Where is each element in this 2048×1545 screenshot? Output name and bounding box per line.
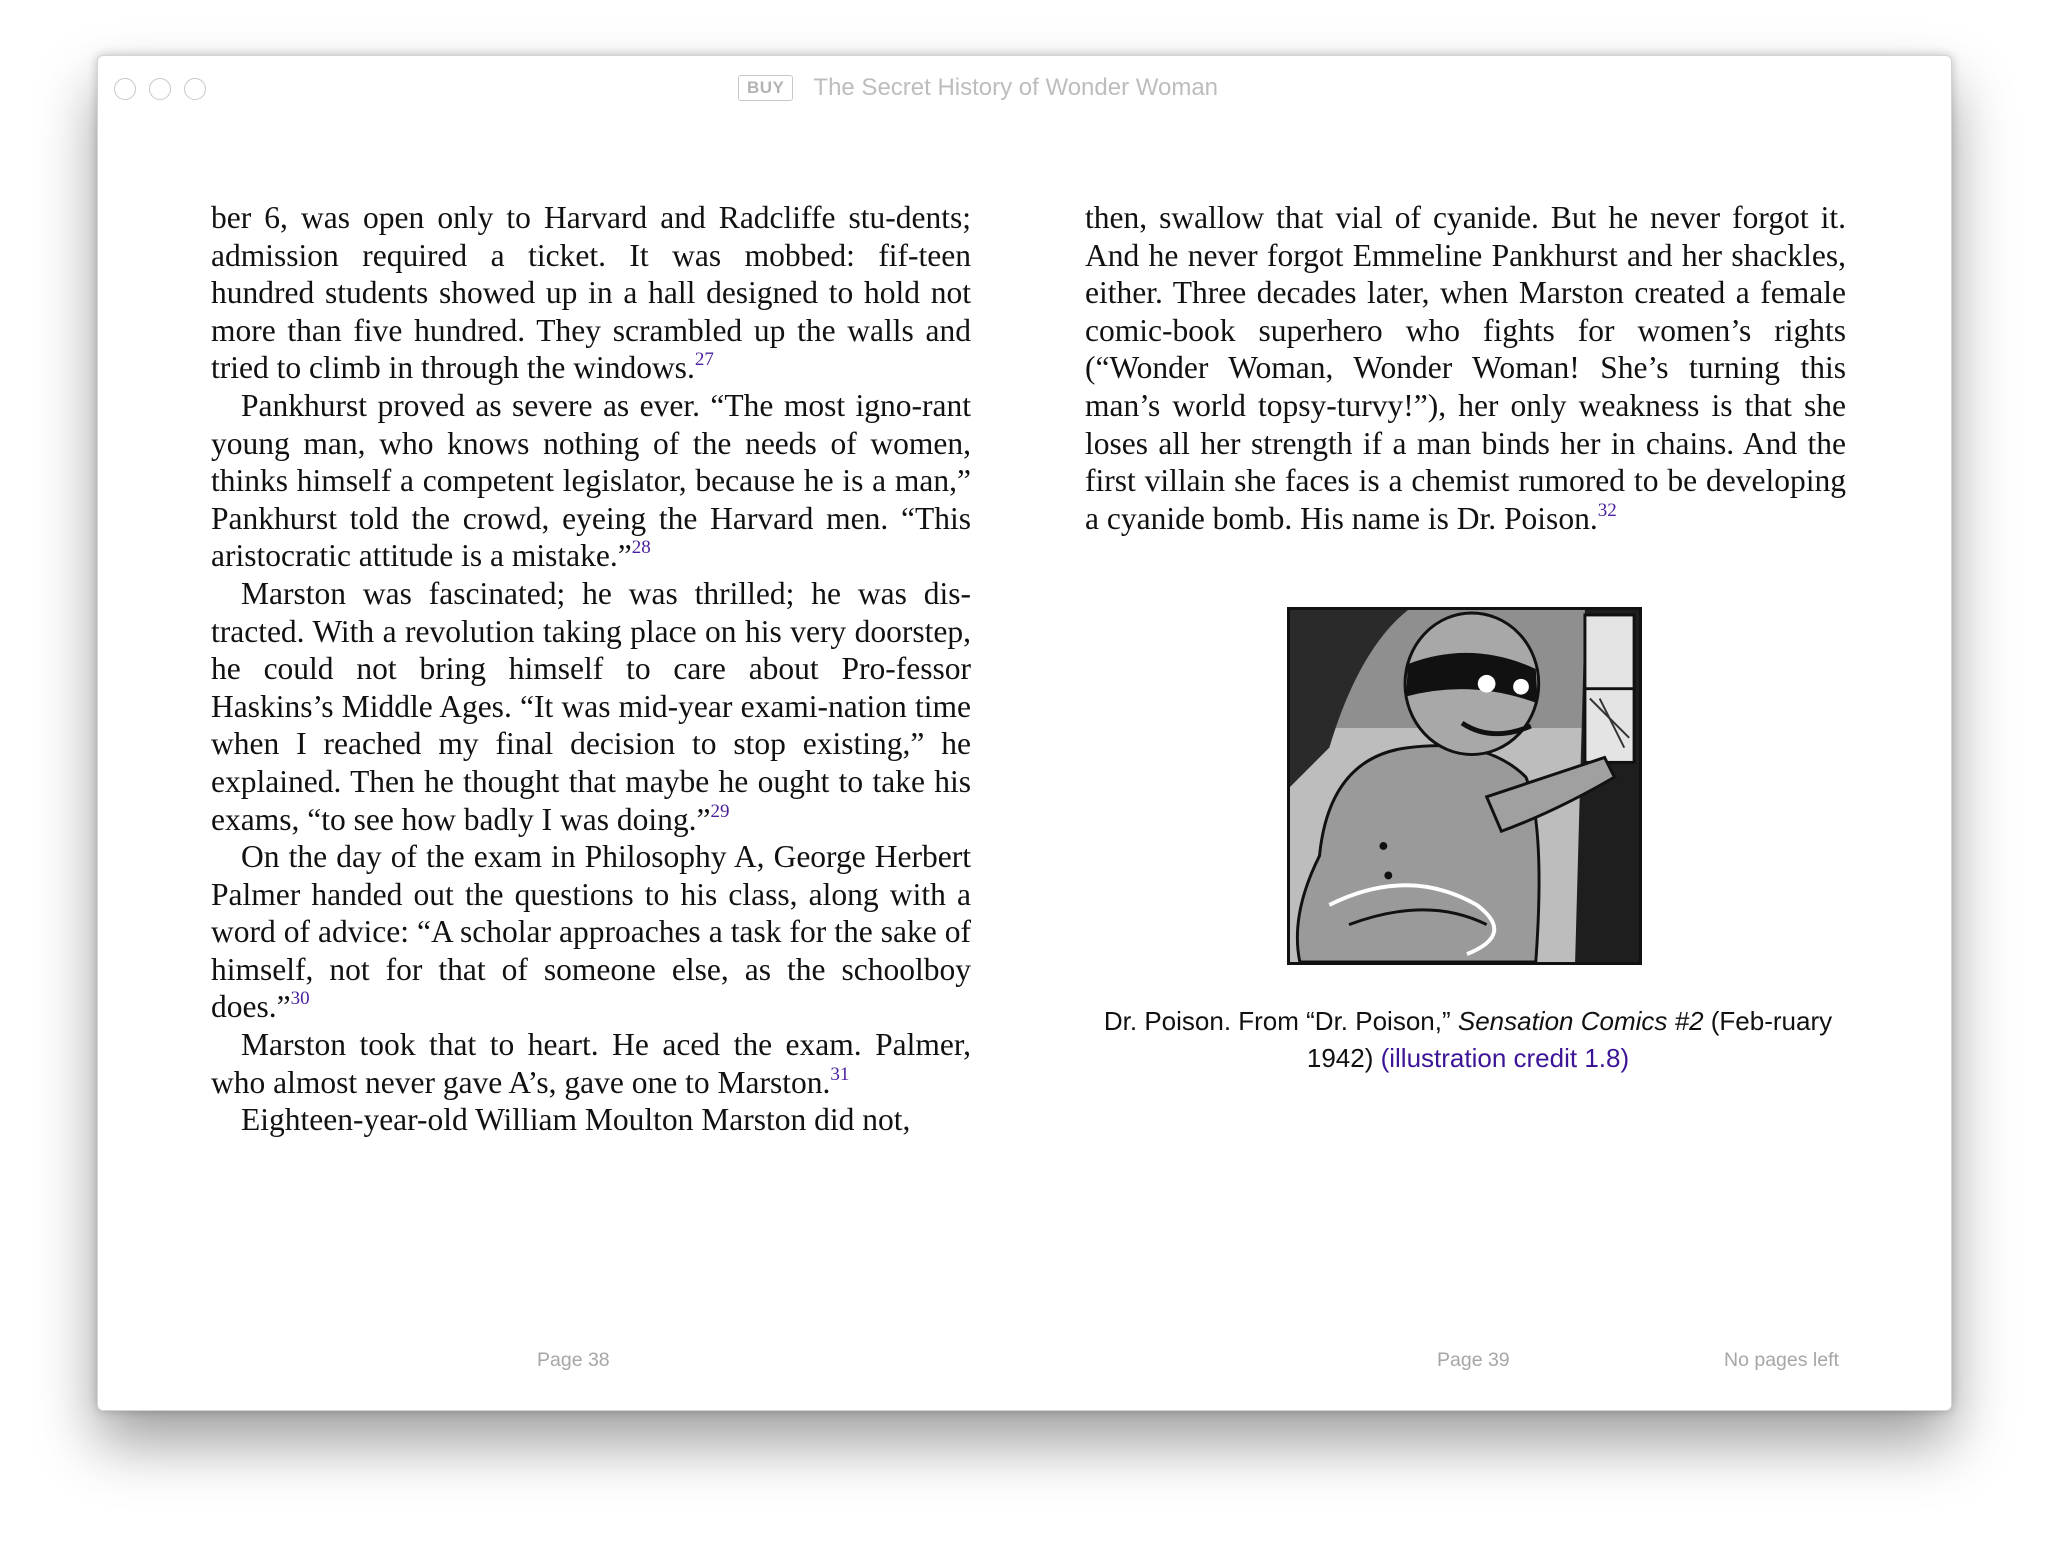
title-group	[738, 74, 1218, 102]
paragraph	[211, 838, 971, 1026]
footnote-link[interactable]: 31	[830, 1063, 850, 1085]
paragraph	[1085, 199, 1846, 537]
paragraph-text: Marston took that to heart. He aced the exam. Palmer, who almost never gave A’s, gave one to Marston.	[211, 1027, 971, 1100]
minimize-window-button[interactable]	[149, 78, 171, 100]
right-page-number: Page 39	[1437, 1349, 1510, 1371]
left-page-number: Page 38	[537, 1349, 610, 1371]
footnote-link[interactable]: 30	[290, 988, 310, 1010]
paragraph	[211, 1026, 971, 1101]
illustration-credit-link[interactable]: (illustration credit 1.8)	[1380, 1043, 1630, 1073]
paragraph	[211, 199, 971, 387]
paragraph	[211, 575, 971, 838]
title-bar	[98, 56, 1951, 120]
paragraph-text: ber 6, was open only to Harvard and Radcliffe stu-dents; admission required a ticket. It was mobbed: fif-teen hundred students showed up in a hall designed to hold not more than five hundred. They scrambled up the walls and tried to climb in through the windows.	[211, 200, 971, 386]
caption-text: Dr. Poison. From “Dr. Poison,”	[1103, 1006, 1458, 1036]
caption-italic: Sensation Comics #2	[1457, 1006, 1704, 1036]
footnote-link[interactable]: 32	[1597, 499, 1617, 521]
footnote-link[interactable]: 27	[694, 349, 714, 371]
paragraph	[211, 1101, 971, 1139]
buy-button[interactable]: BUY	[738, 75, 793, 101]
paragraph-text: Pankhurst proved as severe as ever. “The most igno-rant young man, who knows nothing of the needs of women, thinks himself a competent legislator, because he is a man,” Pankhurst told the crowd, eyeing the Harvard men. “This aristocratic attitude is a mistake.”	[211, 387, 971, 574]
pages-left-indicator: No pages left	[1724, 1349, 1839, 1371]
paragraph-text: On the day of the exam in Philosophy A, George Herbert Palmer handed out the questions to his class, along with a word of advice: “A scholar approaches a task for the sake of himself, not for that of someone else, as the schoolboy does.”	[211, 839, 971, 1025]
reader-window	[97, 55, 1952, 1411]
left-page-text	[211, 199, 971, 1139]
paragraph-text: then, swallow that vial of cyanide. But he never forgot it. And he never forgot Emmeline Pankhurst and her shackles, either. Three decades later, when Marston created a female comic-book superhero who fights for women’s rights (“Wonder Woman, Wonder Woman! She’s turning this man’s world topsy-turvy!”), her only weakness is that she loses all her strength if a man binds her in chains. And the first villain she faces is a chemist rumored to be developing a cyanide bomb. His name is Dr. Poison.	[1085, 200, 1846, 536]
comic-panel-icon	[1290, 610, 1639, 962]
right-page-text	[1085, 199, 1846, 537]
window-controls	[114, 78, 206, 100]
close-window-button[interactable]	[114, 78, 136, 100]
footnote-link[interactable]: 29	[710, 800, 730, 822]
figure-caption	[1098, 1003, 1838, 1077]
paragraph-text: Eighteen-year-old William Moulton Marston did not,	[241, 1102, 911, 1138]
paragraph	[211, 387, 971, 575]
dr-poison-illustration[interactable]	[1287, 607, 1642, 965]
zoom-window-button[interactable]	[184, 78, 206, 100]
book-title: The Secret History of Wonder Woman	[813, 74, 1219, 101]
caption-text: (Feb-ruary 1942)	[1306, 1006, 1833, 1073]
footnote-link[interactable]: 28	[631, 537, 651, 559]
paragraph-text: Marston was fascinated; he was thrilled; he was dis-tracted. With a revolution taking place on his very doorstep, he could not bring himself to care about Pro-fessor Haskins’s Middle Ages. “It was mid-year exami-nation time when I reached my final decision to stop existing,” he explained. Then he thought that maybe he ought to take his exams, “to see how badly I was doing.”	[211, 575, 971, 837]
